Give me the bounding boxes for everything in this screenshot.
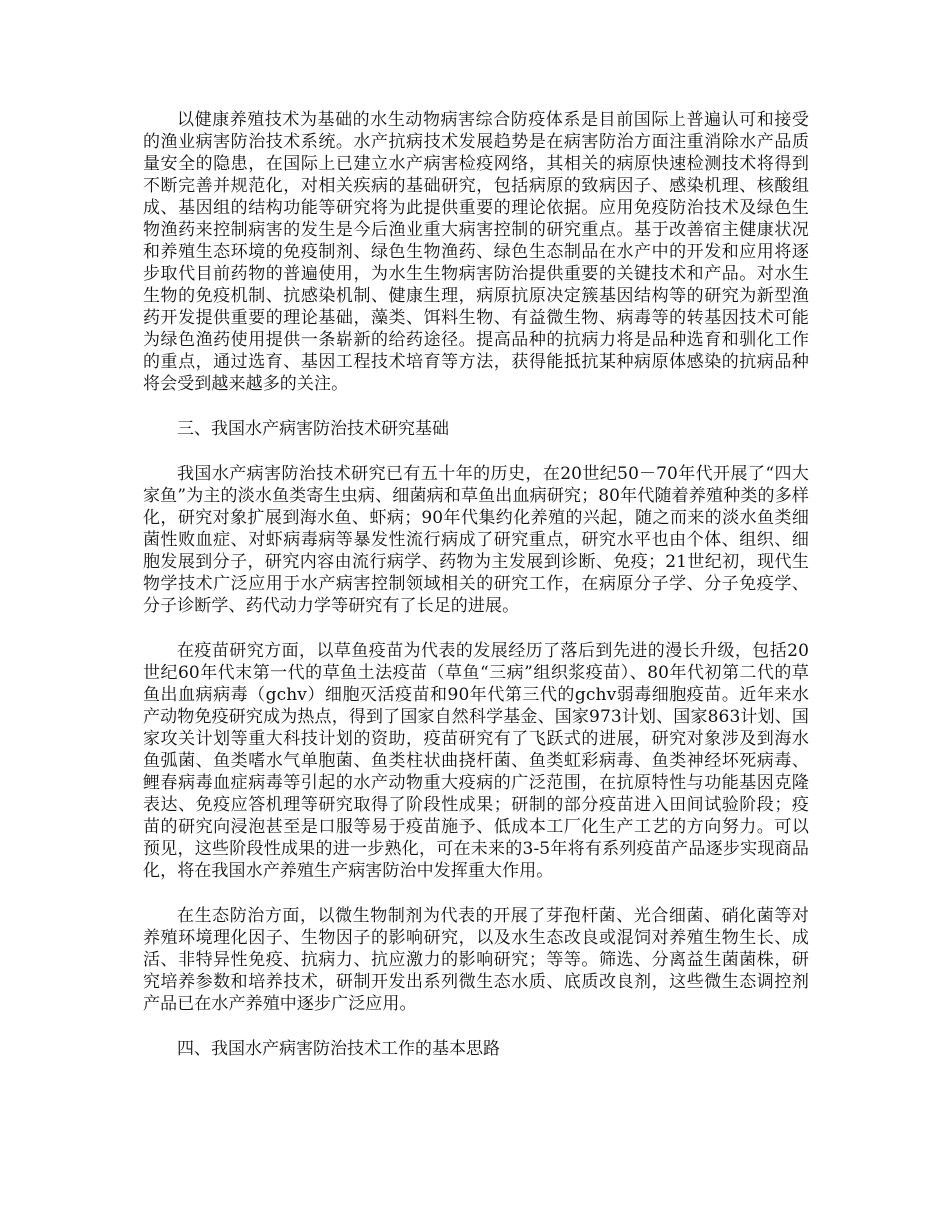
section-heading-basic-approach: 四、我国水产病害防治技术工作的基本思路 (177, 1039, 500, 1059)
paragraph-ecological-control: 在生态防治方面，以微生物制剂为代表的开展了芽孢杆菌、光合细菌、硝化菌等对养殖环境理化因子、生物因子的影响研究，以及水生态改良或混饲对养殖生物生长、成活、非特异性免疫、抗病力、抗应激力的影响研究；等等。筛选、分离益生菌菌株，研究培养参数和培养技术，研制开发出系列微生态水质、底质改良剂，这些微生态调控剂产品已在水产养殖中逐步广泛应用。 (143, 906, 809, 1014)
section-heading-research-basis: 三、我国水产病害防治技术研究基础 (177, 419, 449, 439)
paragraph-gap (143, 617, 809, 640)
paragraph-gap (143, 1015, 809, 1038)
paragraph-gap (143, 440, 809, 463)
paragraph-vaccine-research: 在疫苗研究方面，以草鱼疫苗为代表的发展经历了落后到先进的漫长升级，包括20世纪60年代末第一代的草鱼土法疫苗（草鱼“三病”组织浆疫苗）、80年代初第二代的草鱼出血病病毒（gchv）细胞灭活疫苗和90年代第三代的gchv弱毒细胞疫苗。近年来水产动物免疫研究成为热点，得到了国家自然科学基金、国家973计划、国家863计划、国家攻关计划等重大科技计划的资助，疫苗研究有了飞跃式的进展，研究对象涉及到海水鱼弧菌、鱼类嗜水气单胞菌、鱼类柱状曲挠杆菌、鱼类虹彩病毒、鱼类神经坏死病毒、鲤春病毒血症病毒等引起的水产动物重大疫病的广泛范围，在抗原特性与功能基因克隆表达、免疫应答机理等研究取得了阶段性成果；研制的部分疫苗进入田间试验阶段；疫苗的研究向浸泡甚至是口服等易于疫苗施予、低成本工厂化生产工艺的方向努力。可以预见，这些阶段性成果的进一步熟化，可在未来的3-5年将有系列疫苗产品逐步实现商品化，将在我国水产养殖生产病害防治中发挥重大作用。 (143, 641, 809, 881)
paragraph-gap (143, 882, 809, 905)
document-page (143, 109, 809, 1060)
paragraph-gap (143, 395, 809, 418)
paragraph-health-aquaculture-system: 以健康养殖技术为基础的水生动物病害综合防疫体系是目前国际上普遍认可和接受的渔业病害防治技术系统。水产抗病技术发展趋势是在病害防治方面注重消除水产品质量安全的隐患，在国际上已建立水产病害检疫网络，其相关的病原快速检测技术将得到不断完善并规范化，对相关疾病的基础研究，包括病原的致病因子、感染机理、核酸组成、基因组的结构功能等研究将为此提供重要的理论依据。应用免疫防治技术及绿色生物渔药来控制病害的发生是今后渔业重大病害控制的研究重点。基于改善宿主健康状况和养殖生态环境的免疫制剂、绿色生物渔药、绿色生态制品在水产中的开发和应用将逐步取代目前药物的普遍使用，为水生生物病害防治提供重要的关键技术和产品。对水生生物的免疫机制、抗感染机制、健康生理，病原抗原决定簇基因结构等的研究为新型渔药开发提供重要的理论基础，藻类、饵料生物、有益微生物、病毒等的转基因技术可能为绿色渔药使用提供一条崭新的给药途径。提高品种的抗病力将是品种选育和驯化工作的重点，通过选育、基因工程技术培育等方法，获得能抵抗某种病原体感染的抗病品种将会受到越来越多的关注。 (143, 110, 809, 394)
paragraph-research-history: 我国水产病害防治技术研究已有五十年的历史，在20世纪50－70年代开展了“四大家鱼”为主的淡水鱼类寄生虫病、细菌病和草鱼出血病研究；80年代随着养殖种类的多样化，研究对象扩展到海水鱼、虾病；90年代集约化养殖的兴起，随之而来的淡水鱼类细菌性败血症、对虾病毒病等暴发性流行病成了研究重点，研究水平也由个体、组织、细胞发展到分子，研究内容由流行病学、药物为主发展到诊断、免疫；21世纪初，现代生物学技术广泛应用于水产病害控制领域相关的研究工作，在病原分子学、分子免疫学、分子诊断学、药代动力学等研究有了长足的进展。 (143, 464, 809, 616)
